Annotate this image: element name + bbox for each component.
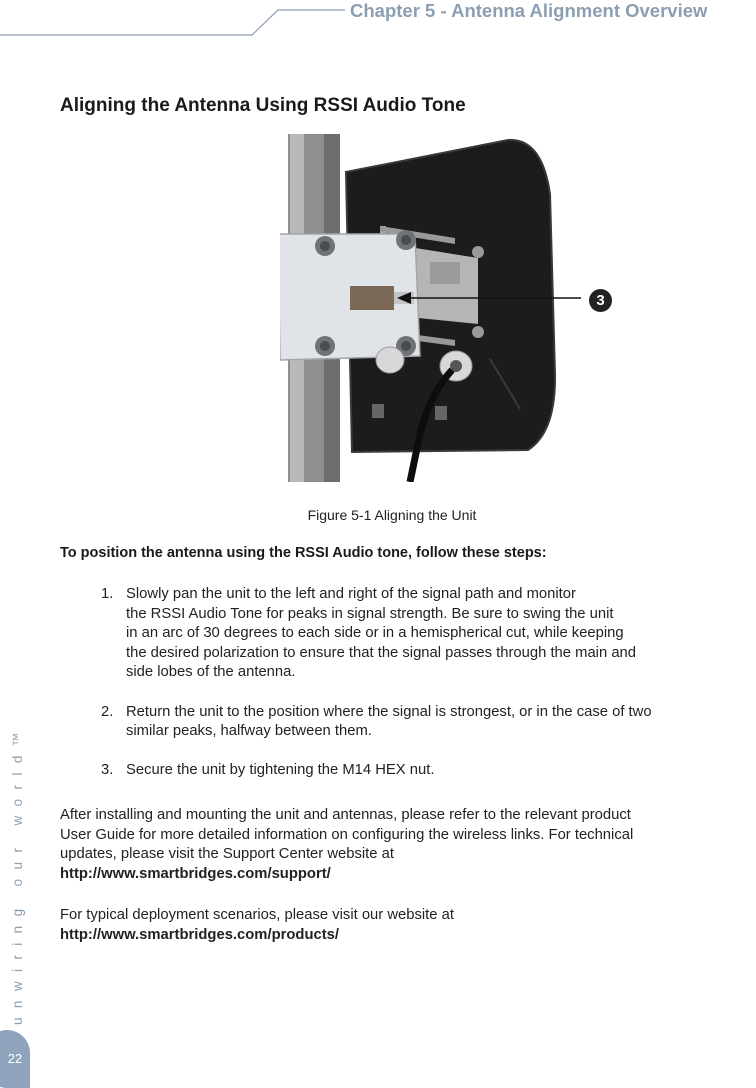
products-link[interactable]: http://www.smartbridges.com/products/	[60, 926, 339, 943]
step-line: the desired polarization to ensure that the signal passes through the main and	[126, 644, 637, 661]
step-line: side lobes of the antenna.	[126, 664, 296, 681]
section-heading: Aligning the Antenna Using RSSI Audio Tone	[60, 95, 466, 116]
step-line: in an arc of 30 degrees to each side or in a hemispherical cut, while keeping	[126, 625, 624, 642]
after-install-paragraph	[60, 806, 740, 884]
antenna-figure	[280, 134, 570, 482]
callout-arrow	[395, 288, 595, 308]
paragraph-line: After installing and mounting the unit and antennas, please refer to the relevant product	[60, 807, 631, 823]
step-line: Return the unit to the position where the signal is strongest, or in the case of two	[126, 703, 652, 720]
steps-list	[60, 585, 730, 801]
paragraph-line: updates, please visit the Support Center website at	[60, 846, 394, 863]
paragraph-line: User Guide for more detailed information on configuring the wireless links. For technical	[60, 826, 634, 843]
chapter-title: Chapter 5 - Antenna Alignment Overview	[350, 0, 708, 21]
step-line: Slowly pan the unit to the left and right of the signal path and monitor	[126, 586, 576, 602]
sidebar-tagline: unwiring our world™	[10, 723, 25, 1025]
list-item	[60, 585, 730, 683]
figure-caption: Figure 5-1 Aligning the Unit	[307, 507, 477, 523]
step-line: similar peaks, halfway between them.	[126, 723, 372, 740]
step-number: 3.	[101, 762, 114, 779]
list-item	[60, 761, 730, 781]
step-number: 2.	[101, 703, 114, 720]
list-item	[60, 703, 730, 742]
step-line: the RSSI Audio Tone for peaks in signal strength. Be sure to swing the unit	[126, 605, 614, 622]
step-line: Secure the unit by tightening the M14 HEX nut.	[126, 762, 435, 779]
page-number: 22	[7, 1051, 23, 1066]
deployment-paragraph	[60, 906, 740, 945]
steps-intro: To position the antenna using the RSSI Audio tone, follow these steps:	[60, 545, 547, 561]
callout-number-badge: 3	[589, 289, 612, 312]
step-number: 1.	[101, 586, 114, 602]
paragraph-line: For typical deployment scenarios, please visit our website at	[60, 907, 454, 923]
support-link[interactable]: http://www.smartbridges.com/support/	[60, 865, 331, 882]
